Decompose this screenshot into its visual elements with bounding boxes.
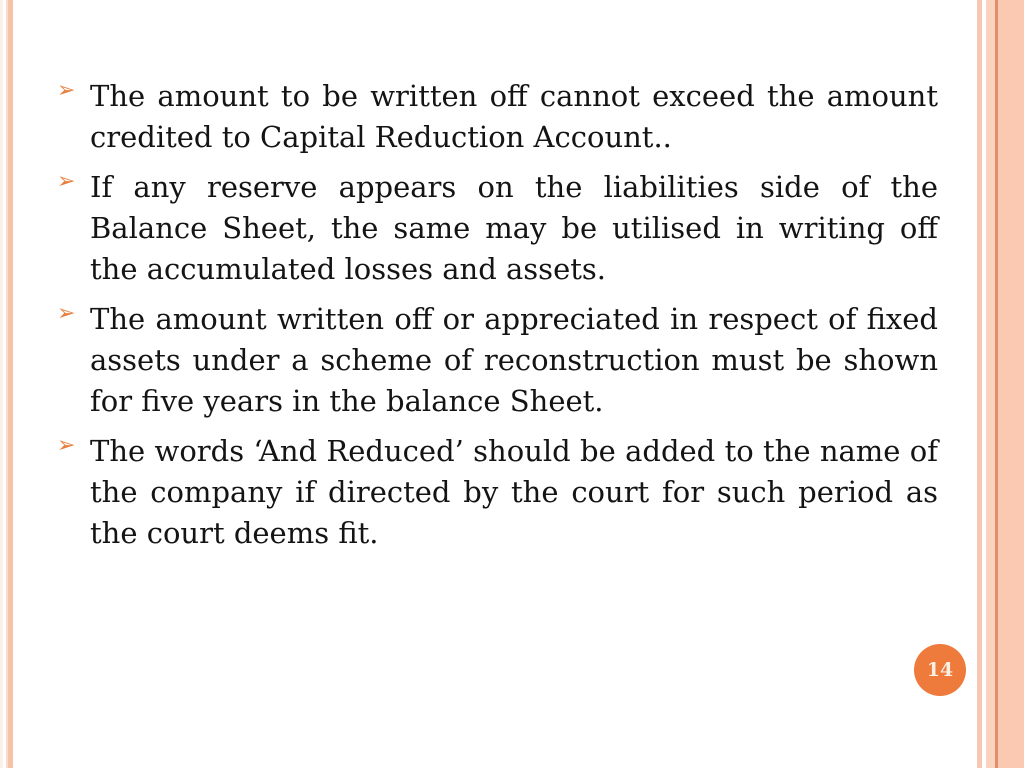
page-number: 14	[926, 659, 954, 681]
list-item	[57, 431, 938, 554]
bullet-text: The amount written off or appreciated in respect of fixed assets under a scheme of reconstruction must be shown for five years in the balance Sheet.	[90, 302, 938, 418]
bullet-text: If any reserve appears on the liabilities side of the Balance Sheet, the same may be utilised in writing off the accumulated losses and assets.	[90, 170, 938, 286]
bullet-list	[57, 76, 938, 554]
slide-body	[57, 76, 938, 563]
right-border-decoration	[977, 0, 1024, 768]
list-item	[57, 167, 938, 290]
list-item	[57, 299, 938, 422]
left-border-decoration	[0, 0, 13, 768]
bullet-text: The amount to be written off cannot exceed the amount credited to Capital Reduction Account..	[90, 79, 938, 154]
list-item	[57, 76, 938, 158]
arrowhead-bullet-icon: ➢	[57, 169, 76, 194]
page-number-badge	[914, 644, 966, 696]
arrowhead-bullet-icon: ➢	[57, 433, 76, 458]
arrowhead-bullet-icon: ➢	[57, 301, 76, 326]
arrowhead-bullet-icon: ➢	[57, 78, 76, 103]
bullet-text: The words ‘And Reduced’ should be added to the name of the company if directed by the court for such period as the court deems fit.	[90, 434, 938, 550]
